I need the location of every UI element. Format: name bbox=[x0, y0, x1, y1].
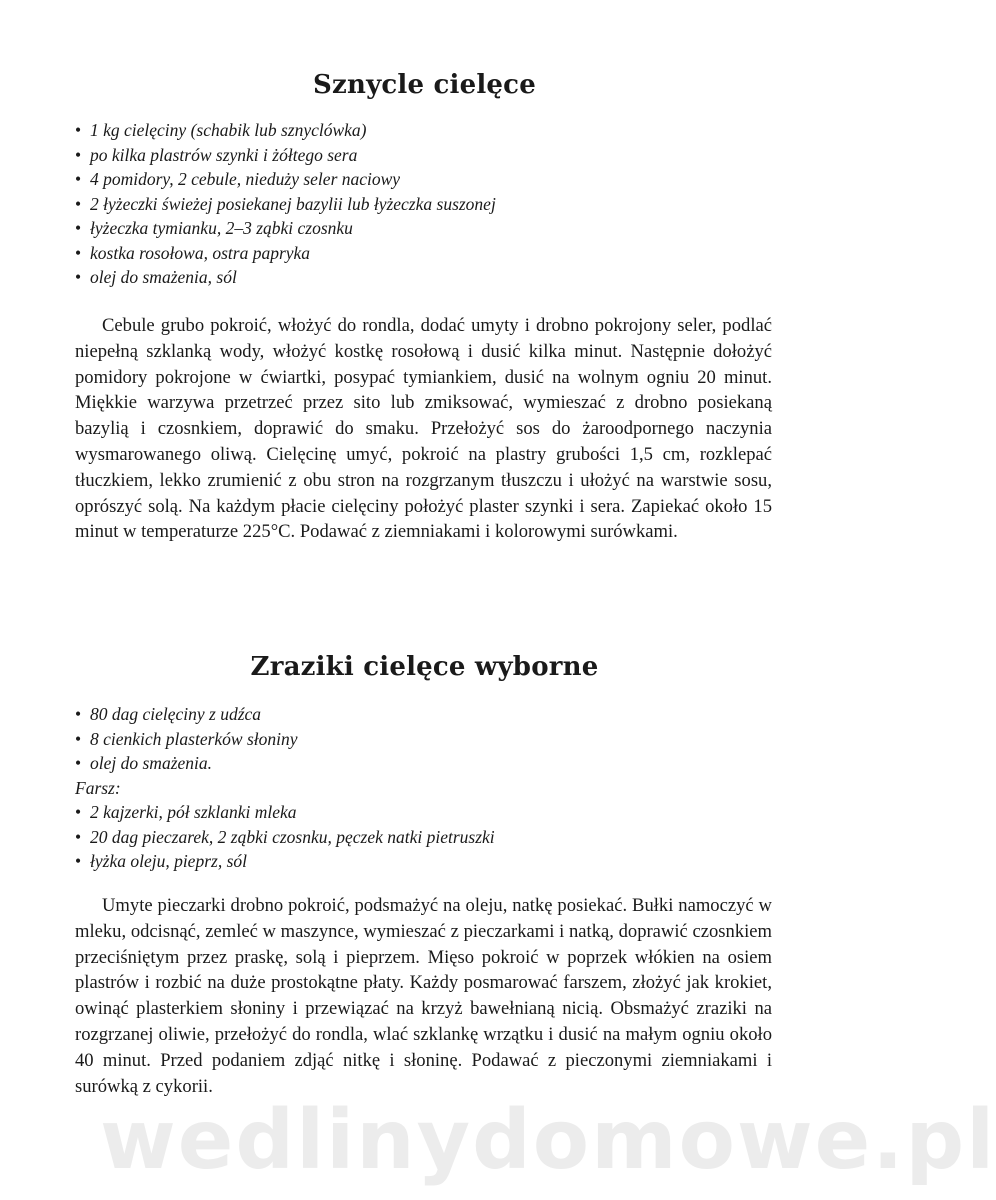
bullet: • bbox=[75, 120, 82, 140]
ingredient-text: łyżka oleju, pieprz, sól bbox=[90, 851, 247, 871]
ingredient-text: 8 cienkich plasterków słoniny bbox=[90, 728, 298, 749]
list-item bbox=[75, 800, 755, 825]
bullet: • bbox=[75, 826, 82, 847]
bullet: • bbox=[75, 851, 82, 871]
ingredient-list bbox=[75, 702, 755, 874]
bullet: • bbox=[75, 267, 82, 287]
list-item bbox=[75, 727, 755, 752]
bullet: • bbox=[75, 728, 82, 749]
list-item bbox=[75, 849, 755, 874]
bullet: • bbox=[75, 753, 82, 773]
bullet: • bbox=[75, 242, 82, 263]
list-item bbox=[75, 192, 755, 217]
filling-subheading: Farsz: bbox=[75, 777, 121, 798]
list-item bbox=[75, 265, 755, 290]
ingredient-text: olej do smażenia. bbox=[90, 753, 213, 773]
watermark: wedlinydomowe.pl bbox=[100, 1093, 996, 1188]
ingredient-text: kostka rosołowa, ostra papryka bbox=[90, 242, 311, 263]
bullet: • bbox=[75, 802, 82, 822]
ingredient-text: łyżeczka tymianku, 2–3 ząbki czosnku bbox=[90, 218, 353, 238]
ingredient-text: 1 kg cielęciny (schabik lub sznyclówka) bbox=[90, 120, 367, 140]
bullet: • bbox=[75, 218, 82, 238]
ingredient-list bbox=[75, 118, 755, 290]
list-item bbox=[75, 216, 755, 241]
list-item bbox=[75, 143, 755, 168]
list-item bbox=[75, 167, 755, 192]
ingredient-text: 20 dag pieczarek, 2 ząbki czosnku, pęczek natki pietruszki bbox=[90, 826, 495, 847]
ingredient-text: olej do smażenia, sól bbox=[90, 267, 237, 287]
bullet: • bbox=[75, 193, 82, 214]
ingredient-text: po kilka plastrów szynki i żółtego sera bbox=[90, 144, 358, 165]
ingredient-text: 2 łyżeczki świeżej posiekanej bazylii lub łyżeczka suszonej bbox=[90, 193, 496, 214]
ingredient-text: 2 kajzerki, pół szklanki mleka bbox=[90, 802, 297, 822]
list-item bbox=[75, 241, 755, 266]
recipe-instructions: Umyte pieczarki drobno pokroić, podsmażyć na oleju, natkę posiekać. Bułki namoczyć w mleku, odcisnąć, zemleć w maszynce, wymieszać z pieczarkami i natką, doprawić czosnkiem przeciśniętym przez praskę, solą i pieprzem. Mięso pokroić w poprzek włókien na osiem plastrów i rozbić na duże prostokątne płaty. Każdy posmarować farszem, złożyć jak krokiet, owinąć plasterkiem słoniny i przewiązać na krzyż bawełnianą nicią. Obsmażyć zraziki na rozgrzanej oliwie, przełożyć do rondla, wlać szklankę wrzątku i dusić na małym ogniu około 40 minut. Przed podaniem zdjąć nitkę i słoninę. Podawać z pieczonymi ziemniakami i surówką z cykorii. bbox=[75, 895, 772, 1097]
list-item bbox=[75, 751, 755, 776]
ingredient-text: 4 pomidory, 2 cebule, nieduży seler naciowy bbox=[90, 169, 401, 189]
recipe-title: Zraziki cielęce wyborne bbox=[250, 652, 599, 682]
recipe-title: Sznycle cielęce bbox=[313, 70, 536, 100]
bullet: • bbox=[75, 169, 82, 189]
list-item bbox=[75, 702, 755, 727]
ingredient-text: 80 dag cielęciny z udźca bbox=[90, 704, 262, 724]
list-item bbox=[75, 825, 755, 850]
bullet: • bbox=[75, 704, 82, 724]
list-item bbox=[75, 118, 755, 143]
recipe-instructions: Cebule grubo pokroić, włożyć do rondla, dodać umyty i drobno pokrojony seler, podlać niepełną szklanką wody, włożyć kostkę rosołową i dusić kilka minut. Następnie dołożyć pomidory pokrojone w ćwiartki, posypać tymiankiem, dusić na wolnym ogniu 20 minut. Miękkie warzywa przetrzeć przez sito lub zmiksować, wymieszać z drobno posiekaną bazylią i czosnkiem, doprawić do smaku. Przełożyć sos do żaroodpornego naczynia wysmarowanego oliwą. Cielęcinę umyć, pokroić na plastry grubości 1,5 cm, rozklepać tłuczkiem, lekko zrumienić z obu stron na rozgrzanym tłuszczu i ułożyć na warstwie sosu, oprószyć solą. Na każdym płacie cielęciny położyć plaster szynki i sera. Zapiekać około 15 minut w temperaturze 225°C. Podawać z ziemniakami i kolorowymi surówkami. bbox=[75, 315, 772, 543]
bullet: • bbox=[75, 144, 82, 165]
